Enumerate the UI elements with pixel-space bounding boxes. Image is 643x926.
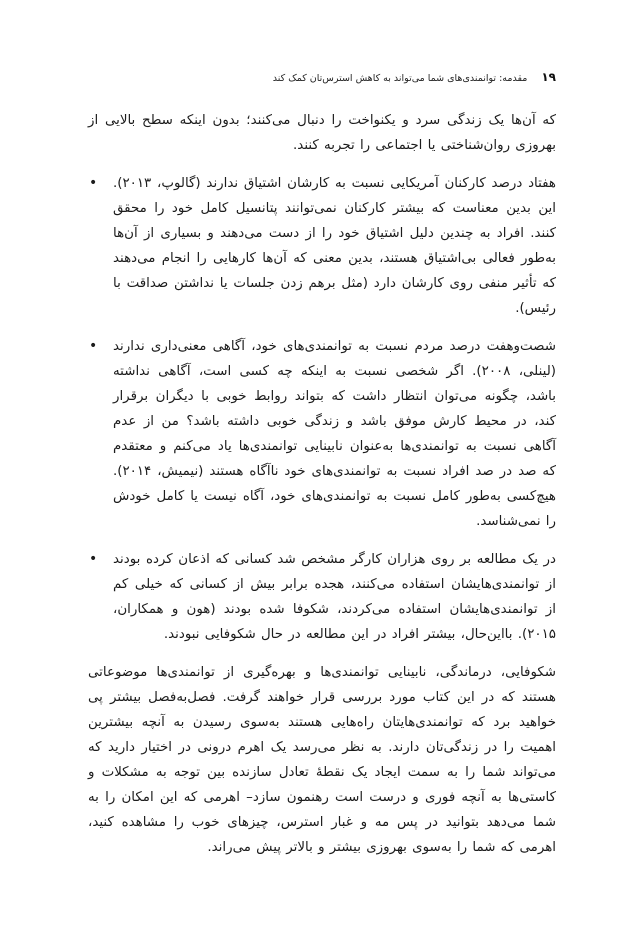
bullet-icon: •	[89, 175, 98, 191]
bullet-icon: •	[89, 551, 98, 567]
paragraph-closing: شکوفایی، درماندگی، نابینایی توانمندی‌ها و بهره‌گیری از توانمندی‌ها موضوعاتی هستند که در این کتاب مورد بررسی قرار خواهند گرفت. فصل‌به‌فصل بیشتر پی خواهید برد که توانمندی‌هایتان راه‌هایی هستند به‌سوی رسیدن به آنچه بیشترین اهمیت را در زندگی‌تان دارند. به نظر می‌رسد یک اهرم درونی در اختیار دارید که می‌تواند شما را به سمت ایجاد یک نقطهٔ تعادل سازنده بین توجه به مشکلات و کاستی‌ها به آنچه فوری و درست است رهنمون سازد– اهرمی که این امکان را به شما می‌دهد بتوانید در پس مه و غبار استرس، چیزهای خوب را مشاهده کنید، اهرمی که شما را به‌سوی بهروزی بیشتر و بالاتر پیش می‌راند.	[88, 665, 556, 855]
list-item	[88, 171, 556, 321]
list-item-text: هفتاد درصد کارکنان آمریکایی نسبت به کارشان اشتیاق ندارند (گالوپ، ۲۰۱۳). این بدین معناست که بیشتر کارکنان نمی‌توانند پتانسیل کامل خود را محقق کنند. افراد به چندین دلیل اشتیاق خود را از دست می‌دهند و بسیاری از آن‌ها به‌طور فعالی بی‌اشتیاق هستند، بدین معنی که آن‌ها کارهایی را انجام می‌دهند که تأثیر منفی روی کارشان دارد (مثل برهم زدن جلسات یا نداشتن صداقت با رئیس).	[113, 176, 556, 316]
running-head	[88, 70, 556, 84]
bullet-icon: •	[89, 338, 98, 354]
list-item-text: شصت‌وهفت درصد مردم نسبت به توانمندی‌های خود، آگاهی معنی‌داری ندارند (لینلی، ۲۰۰۸). اگر شخصی نسبت به اینکه چه کسی است، آگاهی نداشته باشد، چگونه می‌توان انتظار داشت که بتواند روابط خوبی با دیگران برقرار کند، در محیط کارش موفق باشد و زندگی خوبی داشته باشد؟ من از عدم آگاهی نسبت به توانمندی‌ها به‌عنوان نابینایی توانمندی‌ها یاد می‌کنم و معتقدم که صد در صد افراد نسبت به توانمندی‌های خود ناآگاه هستند (نیمیش، ۲۰۱۴). هیچ‌کسی به‌طور کامل نسبت به توانمندی‌های خود، آگاه نیست یا کامل خودش را نمی‌شناسد.	[113, 339, 556, 529]
page-number: ۱۹	[541, 70, 556, 84]
page-body	[88, 108, 556, 860]
list-item	[88, 547, 556, 647]
list-item-text: در یک مطالعه بر روی هزاران کارگر مشخص شد کسانی که اذعان کرده بودند از توانمندی‌هایشان استفاده می‌کنند، هجده برابر بیش از کسانی که خیلی کم از توانمندی‌هایشان استفاده می‌کردند، شکوفا شده بودند (هون و همکاران، ۲۰۱۵). بااین‌حال، بیشتر افراد در این مطالعه در حال شکوفایی نبودند.	[113, 552, 556, 642]
paragraph-intro: که آن‌ها یک زندگی سرد و یکنواخت را دنبال می‌کنند؛ بدون اینکه سطح بالایی از بهروزی روان‌شناختی یا اجتماعی را تجربه کنند.	[88, 113, 556, 153]
chapter-title: مقدمه: توانمندی‌های شما می‌تواند به کاهش استرس‌تان کمک کند	[272, 73, 528, 84]
list-item	[88, 334, 556, 534]
